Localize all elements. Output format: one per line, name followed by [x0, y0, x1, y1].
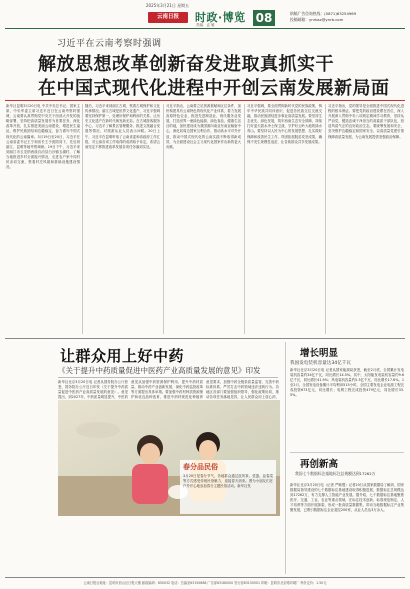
- photo-caption-box: [180, 460, 276, 514]
- story2-title: 让群众用上好中药: [60, 347, 185, 365]
- lead-column-4: 习近平强调，要全面贯彻新时代党的民族政策，铸牢中华民族共同体意识，促进各民族交往交流交融，推动民族团结进步事业高质量发展。要坚持生态优先、绿色发展，筑牢西南生态安全屏障，持续打好蓝天碧水净土保卫战，守护好云岭大地的绿水青山。要坚持以人民为中心的发展思想，扎实做好保障和改善民生工作，巩固拓展脱贫攻坚成果，确保不发生规模性返贫，让各族群众共享发展成果。: [247, 104, 322, 144]
- issue-date: 2025年3月21日 星期五: [146, 3, 190, 8]
- side1-subtitle: 我国发电装机容量达34亿千瓦: [290, 361, 351, 366]
- header-rule: [5, 28, 405, 29]
- lead-column-5: 习近平指出，党的领导是全面推进中国式现代化进程的根本保证。要把党的政治建设摆在首位，深入开展深入贯彻中央八项规定精神学习教育，坚持从严治党，锻造忠诚干净担当的高素质干部队伍，营造风清气正的良好政治生态。要统筹发展和安全，坚决维护边疆稳定和国家安全，以高质量党建引领保障高质量发展，为云南发展提供坚强政治保障。: [328, 104, 404, 139]
- newspaper-logo: 云南日报: [148, 12, 188, 23]
- story2-subtitle: 《关于提升中药质量促进中医药产业高质量发展的意见》印发: [58, 366, 261, 375]
- column-divider: [163, 104, 164, 334]
- column-divider: [82, 104, 83, 334]
- lead-kicker: 习近平在云南考察时强调: [57, 39, 162, 49]
- sidebar-rule: [290, 452, 404, 453]
- lead-column-1: 新华社昆明3月20日电 中共中央总书记、国家主席、中央军委主席习近平近日在云南考察时强调，云南要认真贯彻党中央关于西部大开发的战略部署，坚持把高质量发展作为首要任务，深化改革开放，扎实推进美丽云南建设，增进民生福祉，维护民族团结和边疆稳定，奋力谱写中国式现代化的云南篇章。3月19日至20日，习近平在云南省委书记王宁和省长王予波陪同下，先后到丽江、昆明等地考察调研。19日下午，习近平来到丽江市玉龙纳西族自治县白沙镇玉湖村，了解当地推进乡村全面振兴情况，走进农户家中同村民亲切交流，察看村庄风貌和基础设施建设情况。: [6, 104, 80, 170]
- lead-red-rule: [5, 100, 405, 101]
- story2-column-3: 意见要求，加强中药全链条质量监管，完善中药标准体系，严厉打击中药领域违法违规行为。各地区各部门要加强组织领导，强化政策协同，推动各项任务落地见效，让人民群众用上放心药、: [206, 380, 279, 400]
- section-rule: [5, 338, 405, 339]
- column-title: 时政·博览: [195, 11, 246, 24]
- footer-info: 云南日报社地址：昆明市西山区日报大楼 邮政编码：650032 电话：总编室63150688 广告部63180000 发行部63150501 印刷：昆明市北京路印刷厂 每份定价：1.50元: [83, 581, 327, 585]
- lead-column-2: 随后，习近平来到丽江古城，察看古城保护和文化传承情况。丽江古城是世界文化遗产，习近平强调要坚持保护第一，处理好保护和利用的关系，让历史文化遗产在新时代焕发新光彩。在古城游客服务中心，习近平了解景区管理服务、推进文旅融合发展等情况，对旅游从业人员表示问候。20日上午，习近平在昆明听取了云南省委和省政府工作汇报，对云南各项工作取得的成绩给予肯定，希望云南坚定不移推进改革发展各项任务落到实处。: [85, 104, 160, 149]
- side1-text: 新华社北京3月20日电 记者从国家能源局获悉，截至2月底，全国累计发电装机容量约34亿千瓦，同比增长14.5%。其中，太阳能发电装机容量约9.6亿千瓦，同比增长41.9%；风电装机容量约5.3亿千瓦，同比增长17.6%。1至2月，全国发电设备累计平均利用515小时。全国主要发电企业电源工程完成投资673亿元，同比增长；电网工程完成投资479亿元，同比增长33.5%。: [290, 368, 404, 398]
- photo-caption-text: 3月20日是春分节气，各地群众通过放风筝、竖蛋、品春菜等方式感受传统民俗魅力，迎接春天到来。图为小朋友们在户外开心地参加春分主题民俗活动。新华社发: [183, 474, 273, 489]
- side2-subtitle: 我国七个数据标注基地标注总规模达到17262万: [295, 471, 376, 476]
- photo-caption-title: 春分品民俗: [183, 462, 218, 471]
- hotline-text: 纳稿广告咨询热线：(0871)63254969: [290, 11, 357, 16]
- story2-rule: [58, 377, 278, 378]
- story2-column-2: 意见从加强中药资源保护利用、提升中药材质量、推动中药产业创新发展、深化中药监管改革等方面提出具体举措。要加强中药材种质资源保护和优良品种选育，推进中药材规范化种植养: [131, 380, 203, 400]
- sidebar-divider: [285, 342, 286, 574]
- story2-column-1: 新华社北京3月20日电 记者从国务院办公厅获悉，国务院办公厅近日印发《关于提升中药质量促进中医药产业高质量发展的意见》。意见提出，到2027年，中药质量明显提升，中医药: [58, 380, 128, 400]
- email-text: 投稿邮箱：ynrbsz@ynrb.com: [290, 17, 344, 22]
- column-editor: 责编：孟 敏: [196, 23, 215, 27]
- page-number: 08: [253, 10, 275, 26]
- column-divider: [325, 104, 326, 334]
- lead-headline-line1: 解放思想改革创新奋发进取真抓实干: [38, 54, 334, 75]
- side2-title: 再创新高: [300, 459, 339, 470]
- side1-title: 增长明显: [300, 348, 339, 359]
- side2-text: 新华社北京3月20日电（记者 严赋憬）记者20日从国家数据局了解到，国家数据局指导建设的七个数据标注基地建设取得积极进展，数据标注总规模达到17262万，有力支撑人工智能产业发展。据介绍，七个数据标注基地聚焦医疗、交通、工业、农业等重点领域，在标注技术创新、标准规范制定、人才培养等方面开展探索，形成一批高质量数据集，带动当地数据标注产业集聚发展，已吸引数据标注企业超过200家，从业人员达3万余人。: [290, 483, 404, 513]
- column-divider: [244, 104, 245, 334]
- lead-headline-line2: 在中国式现代化进程中开创云南发展新局面: [38, 78, 390, 99]
- lead-column-3: 习近平指出，云南要立足资源禀赋和区位条件，加快构建具有云南特色的现代化产业体系，着力发展高原特色农业，推进先进制造业、现代服务业发展，打造世界一流绿色能源、绿色食品、健康生活目的地，加快建设成为我国面向南亚东南亚辐射中心，深化同周边国家互利合作，推动高水平对外开放，推动中国式现代化的云南实践不断取得新成效，为全面建设社会主义现代化国家作出新的更大贡献。: [166, 104, 241, 149]
